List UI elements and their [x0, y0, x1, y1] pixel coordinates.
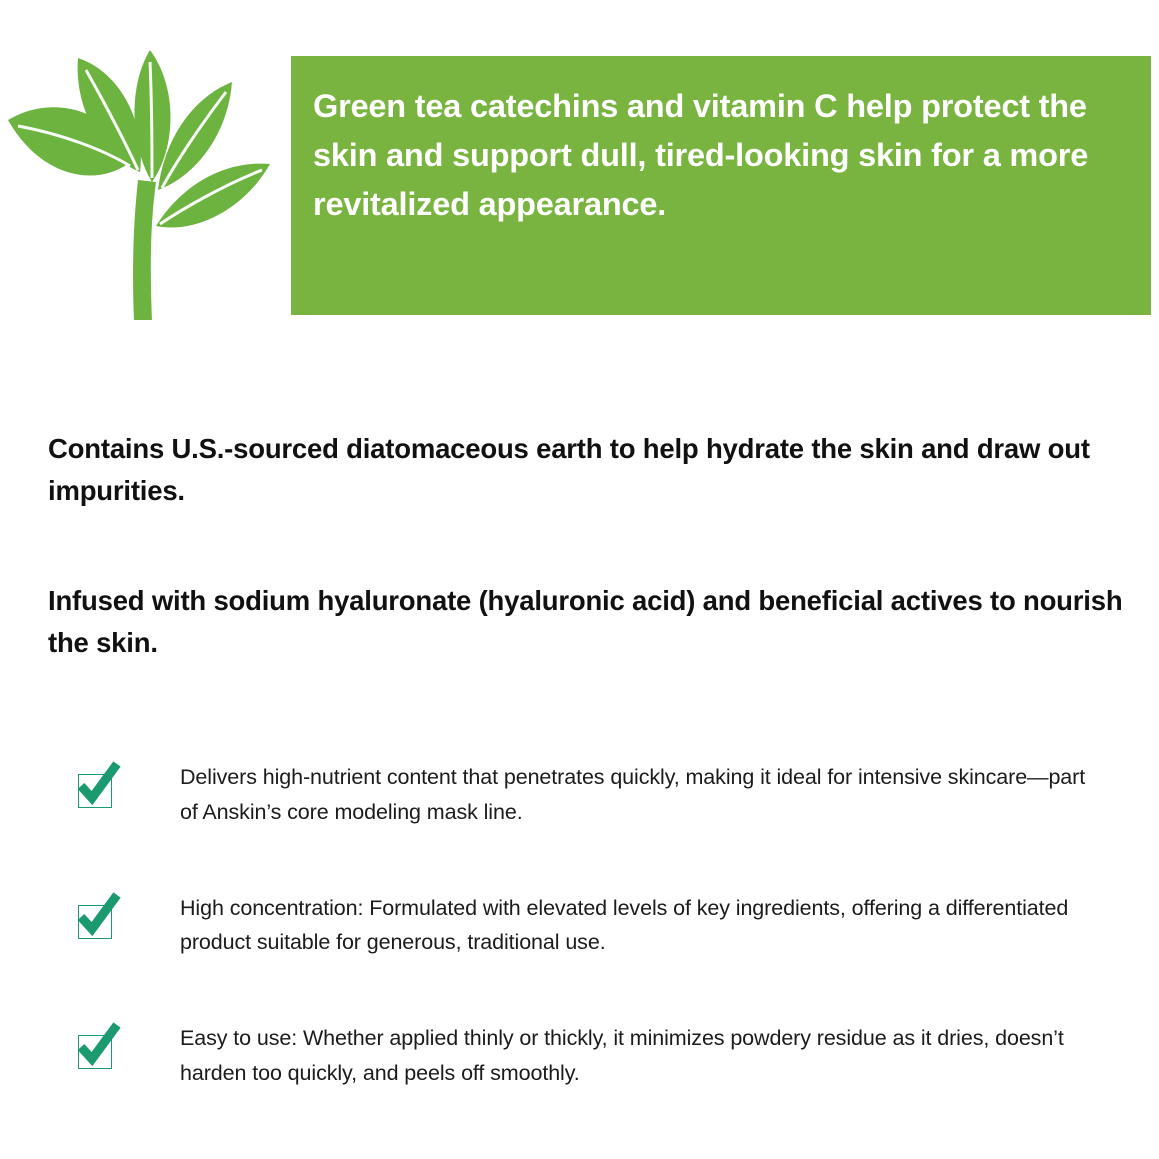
green-tea-leaf-icon [0, 30, 290, 320]
body-paragraph-1: Contains U.S.-sourced diatomaceous earth to help hydrate the skin and draw out impurities. [48, 433, 1090, 507]
checkmark-icon [78, 1035, 112, 1069]
list-item [78, 891, 1108, 961]
list-item-text: Delivers high-nutrient content that penetrates quickly, making it ideal for intensive skincare—part of Anskin’s core modeling mask line. [180, 765, 1086, 824]
body-paragraph-2: Infused with sodium hyaluronate (hyaluronic acid) and beneficial actives to nourish the skin. [48, 585, 1123, 659]
feature-checklist [78, 760, 1108, 1152]
hero-section [0, 0, 1159, 370]
list-item [78, 1021, 1108, 1091]
hero-text: Green tea catechins and vitamin C help protect the skin and support dull, tired-looking skin for a more revitalized appearance. [313, 88, 1089, 223]
checkmark-icon [78, 905, 112, 939]
list-item [78, 760, 1108, 830]
list-item-text: Easy to use: Whether applied thinly or thickly, it minimizes powdery residue as it dries, doesn’t harden too quickly, and peels off smoothly. [180, 1026, 1064, 1086]
checkmark-icon [78, 774, 112, 808]
hero-banner [291, 56, 1151, 315]
list-item-text: High concentration: Formulated with elevated levels of key ingredients, offering a differentiated product suitable for generous, traditional use. [180, 895, 1069, 955]
